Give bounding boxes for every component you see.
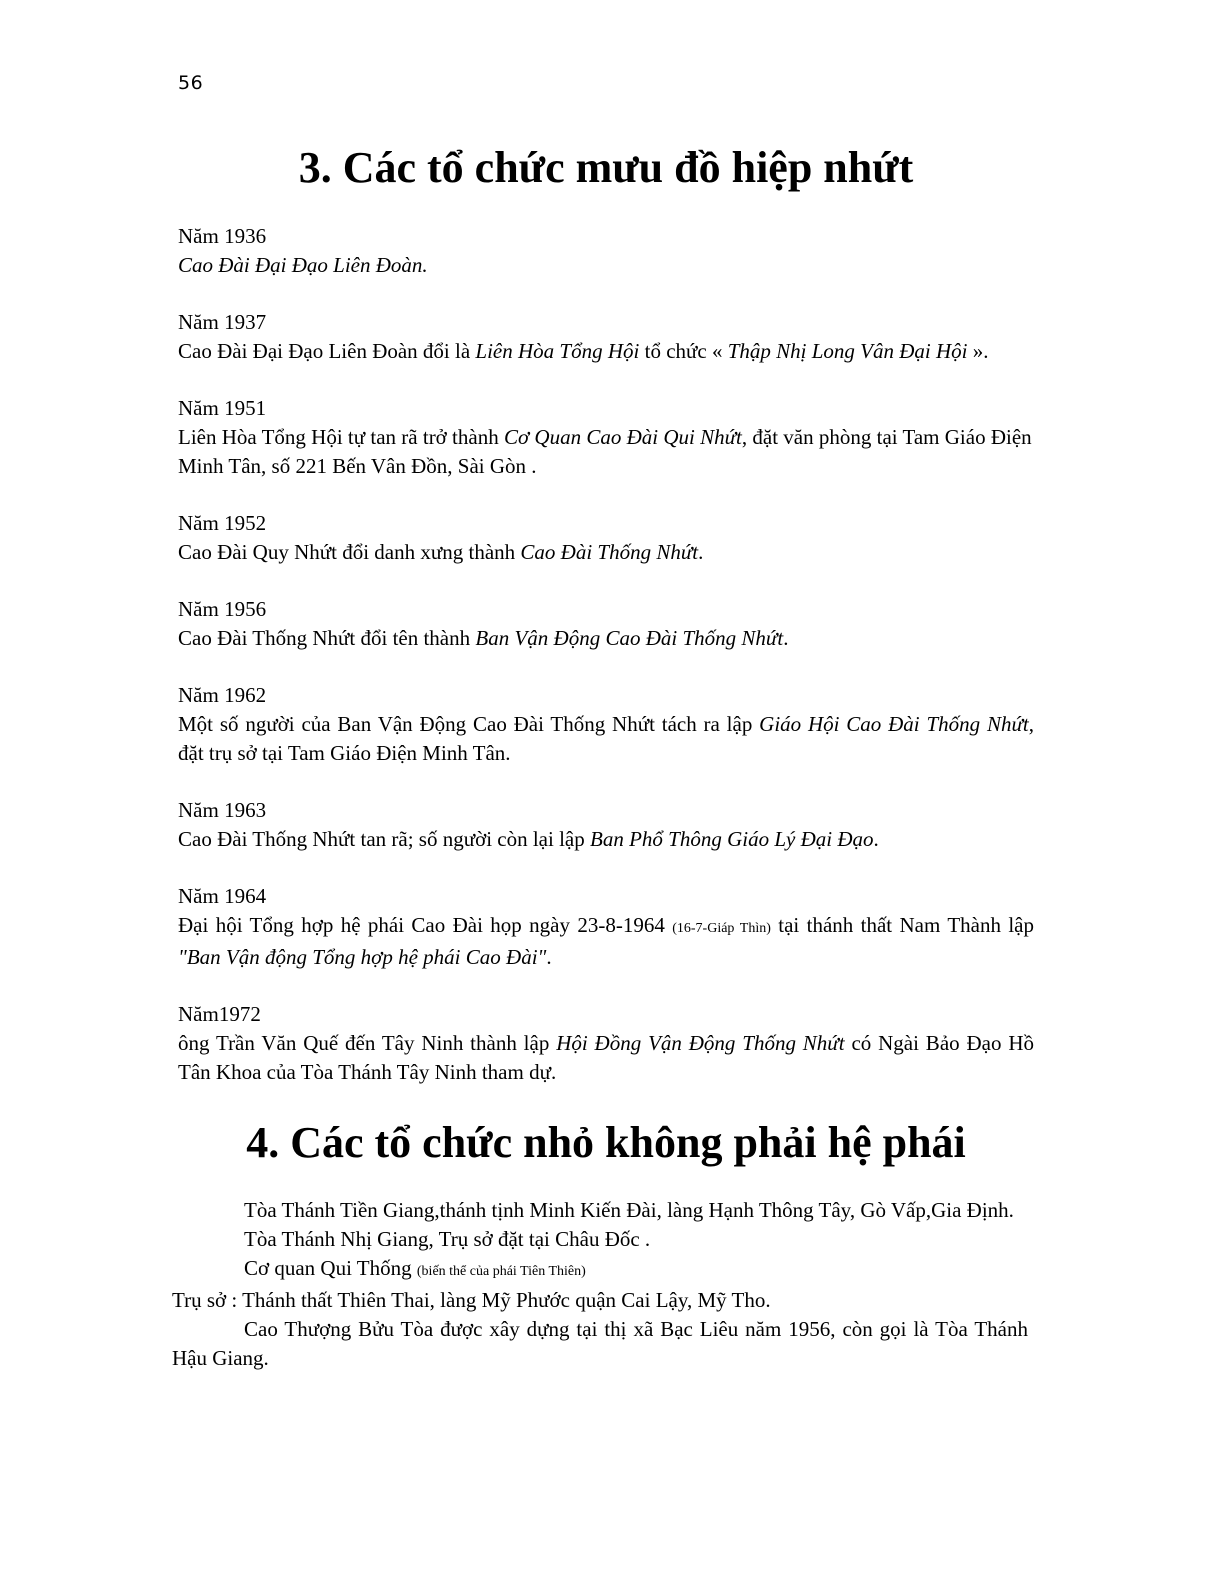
entry-text: Cao Đài Đại Đạo Liên Đoàn.: [178, 253, 428, 277]
org-qui-thong-note: (biến thể của phái Tiên Thiên): [416, 1264, 586, 1279]
entry-text: Cao Đài Thống Nhứt đổi tên thành Ban Vận Động Cao Đài Thống Nhứt.: [178, 626, 789, 650]
section-3-heading: 3. Các tổ chức mưu đồ hiệp nhứt: [298, 143, 914, 192]
entry-1937: [178, 308, 1034, 366]
page-number: 56: [178, 72, 204, 94]
entry-text: Cao Đài Thống Nhứt tan rã; số người còn lại lập Ban Phổ Thông Giáo Lý Đại Đạo.: [178, 827, 879, 851]
entry-year: Năm 1956: [178, 597, 267, 621]
org-qui-thong: Cơ quan Qui Thống (biến thể của phái Tiên Thiên): [244, 1256, 586, 1280]
org-qui-thong-address: Trụ sở : Thánh thất Thiên Thai, làng Mỹ Phước quận Cai Lậy, Mỹ Tho.: [172, 1288, 771, 1312]
entry-1952: [178, 509, 1034, 567]
entry-1951: [178, 394, 1034, 481]
entry-1936: [178, 222, 1034, 280]
entry-text: Liên Hòa Tổng Hội tự tan rã trở thành Cơ Quan Cao Đài Qui Nhứt, đặt văn phòng tại Tam Giáo Điện Minh Tân, số 221 Bến Vân Đồn, Sài Gòn .: [178, 425, 1032, 478]
entry-text: Một số người của Ban Vận Động Cao Đài Thống Nhứt tách ra lập Giáo Hội Cao Đài Thống Nhứt, đặt trụ sở tại Tam Giáo Điện Minh Tân.: [178, 712, 1034, 765]
section-3-body: [178, 222, 1034, 1115]
entry-year: Năm 1951: [178, 396, 267, 420]
entry-year: Năm 1962: [178, 683, 267, 707]
entry-text: Cao Đài Đại Đạo Liên Đoàn đổi là Liên Hòa Tổng Hội tổ chức « Thập Nhị Long Vân Đại Hội ».: [178, 339, 989, 363]
section-4-heading: 4. Các tổ chức nhỏ không phải hệ phái: [246, 1118, 966, 1167]
entry-1956: [178, 595, 1034, 653]
entry-year: Năm 1936: [178, 224, 267, 248]
entry-year: Năm 1937: [178, 310, 267, 334]
org-nhi-giang: Tòa Thánh Nhị Giang, Trụ sở đặt tại Châu Đốc .: [244, 1227, 651, 1251]
entry-1972: [178, 1000, 1034, 1087]
entry-text: Cao Đài Quy Nhứt đổi danh xưng thành Cao Đài Thống Nhứt.: [178, 540, 704, 564]
entry-text: Đại hội Tổng hợp hệ phái Cao Đài họp ngày 23-8-1964 (16-7-Giáp Thìn) tại thánh thất Nam Thành lập "Ban Vận động Tổng hợp hệ phái Cao Đài".: [178, 913, 1034, 969]
org-cao-thuong-buu-toa: Cao Thượng Bửu Tòa được xây dựng tại thị xã Bạc Liêu năm 1956, còn gọi là Tòa Thánh Hậu Giang.: [172, 1317, 1028, 1370]
entry-year: Năm1972: [178, 1002, 261, 1026]
entry-1962: [178, 681, 1034, 768]
entry-year: Năm 1963: [178, 798, 267, 822]
entry-1964: [178, 882, 1034, 972]
entry-year: Năm 1964: [178, 884, 267, 908]
entry-text: ông Trần Văn Quế đến Tây Ninh thành lập Hội Đồng Vận Động Thống Nhứt có Ngài Bảo Đạo Hồ Tân Khoa của Tòa Thánh Tây Ninh tham dự.: [178, 1031, 1034, 1084]
section-4-body: [172, 1196, 1028, 1373]
entry-1963: [178, 796, 1034, 854]
org-tien-giang: Tòa Thánh Tiền Giang,thánh tịnh Minh Kiến Đài, làng Hạnh Thông Tây, Gò Vấp,Gia Định.: [244, 1198, 1014, 1222]
entry-year: Năm 1952: [178, 511, 267, 535]
